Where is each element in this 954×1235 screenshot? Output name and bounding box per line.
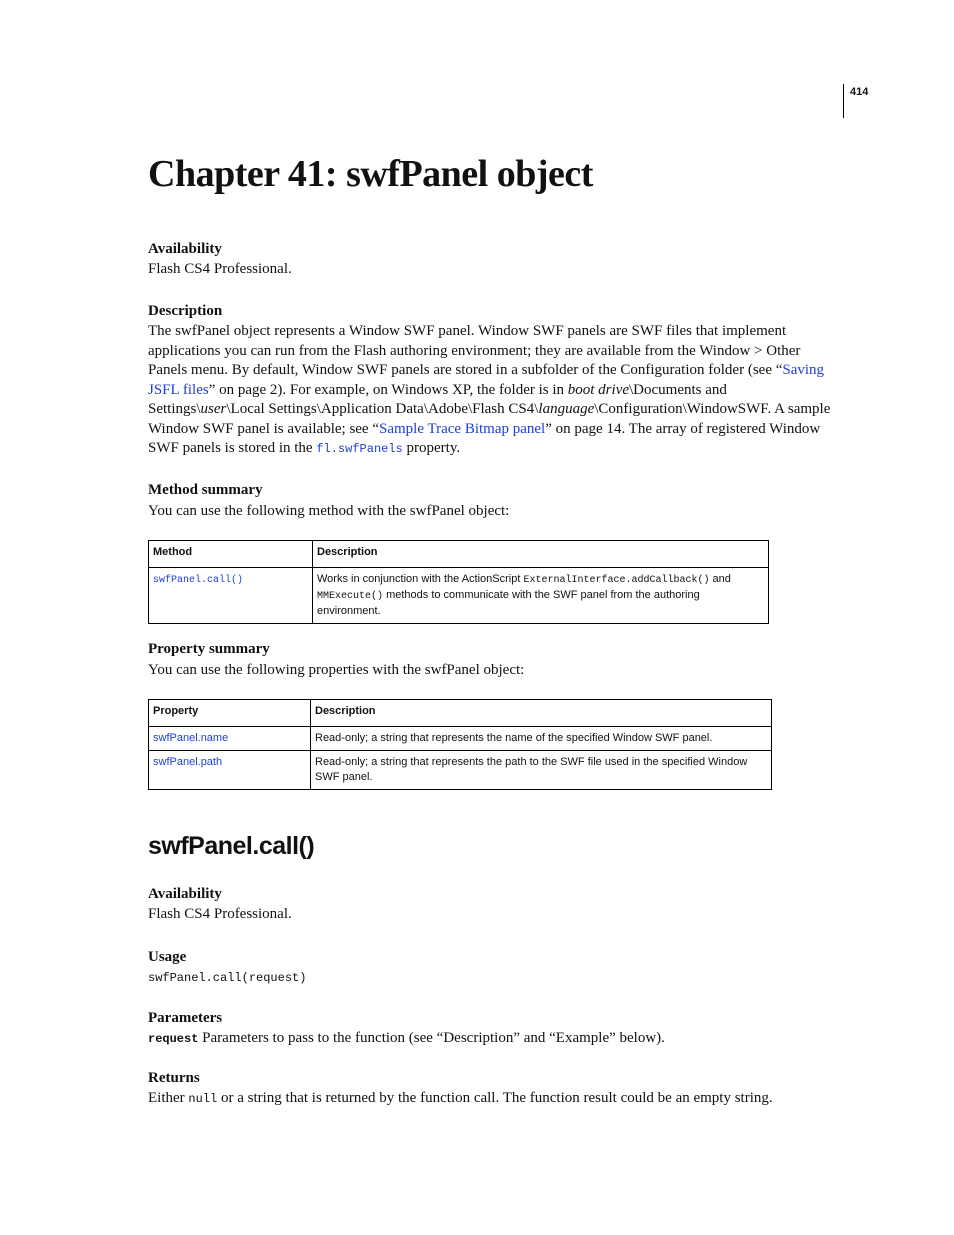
description-heading: Description: [148, 303, 223, 319]
table-row: [149, 727, 772, 751]
column-header-method: Method: [149, 541, 313, 568]
usage-heading: Usage: [148, 949, 187, 965]
fl-swfpanels-link[interactable]: fl.swfPanels: [316, 442, 403, 456]
property-summary-intro: You can use the following properties with the swfPanel object:: [148, 662, 525, 678]
property-summary-section: [148, 641, 524, 681]
swfpanel-name-link[interactable]: swfPanel.name: [153, 732, 229, 744]
sample-trace-bitmap-panel-link[interactable]: Sample Trace Bitmap panel: [379, 420, 546, 437]
returns-text-part: Either: [148, 1090, 189, 1106]
description-italic: user: [200, 401, 227, 417]
returns-heading: Returns: [148, 1070, 200, 1086]
usage-section: [148, 949, 306, 989]
section-title: swfPanel.call(): [148, 832, 315, 860]
call-availability-section: [148, 886, 292, 925]
page-number-rule: [843, 84, 844, 118]
description-text: \Documents and Settings\: [148, 381, 727, 417]
description-text: \Local Settings\Application Data\Adobe\Flash CS4\: [226, 401, 539, 417]
page-number: 414: [850, 86, 869, 98]
description-italic: boot drive: [567, 381, 630, 398]
description-text: ” on page 2). For example, on Windows XP, the folder is in: [208, 381, 568, 398]
method-description-cell: [313, 568, 769, 624]
cell-code: MMExecute(): [317, 591, 384, 602]
property-cell: [149, 751, 311, 790]
table-row: [149, 568, 769, 624]
returns-section: [148, 1070, 848, 1110]
property-cell: [149, 727, 311, 751]
property-summary-heading: Property summary: [148, 641, 270, 657]
swfpanel-call-link[interactable]: swfPanel.call(): [153, 575, 244, 586]
cell-text: Works in conjunction with the ActionScript: [317, 573, 524, 585]
column-header-description: Description: [313, 541, 769, 568]
cell-text: methods to communicate with the SWF panel from the authoring environment.: [317, 589, 700, 617]
swfpanel-path-link[interactable]: swfPanel.path: [153, 756, 223, 768]
cell-text: and: [709, 573, 731, 585]
table-header-row: [149, 700, 772, 727]
description-italic: language: [538, 401, 595, 417]
availability-text: Flash CS4 Professional.: [148, 261, 292, 277]
availability-section: [148, 241, 292, 280]
description-text: \Configuration\WindowSWF. A sample Window SWF panel is available; see “: [148, 401, 831, 437]
returns-text: [148, 1089, 848, 1110]
description-text: The swfPanel object represents a Window SWF panel. Window SWF panels are SWF files that implement applications you can run from the Flash authoring environment; they are available from the Window > Other Panels menu. By default, Window SWF panels are stored in a subfolder of the Configuration folder (see “: [148, 323, 801, 378]
cell-code: ExternalInterface.addCallback(): [523, 575, 710, 586]
property-summary-table: [148, 699, 772, 790]
column-header-property: Property: [149, 700, 311, 727]
method-cell: [149, 568, 313, 624]
method-summary-section: [148, 482, 509, 522]
description-paragraph: [148, 322, 840, 460]
table-row: [149, 751, 772, 790]
call-availability-text: Flash CS4 Professional.: [148, 906, 292, 922]
table-header-row: [149, 541, 769, 568]
returns-code: null: [188, 1092, 218, 1106]
availability-heading: Availability: [148, 241, 222, 257]
column-header-description: Description: [311, 700, 772, 727]
method-summary-table: [148, 540, 769, 624]
property-description-cell: Read-only; a string that represents the name of the specified Window SWF panel.: [311, 727, 772, 751]
saving-jsfl-files-link[interactable]: Saving JSFL files: [148, 362, 825, 398]
parameters-heading: Parameters: [148, 1010, 223, 1026]
chapter-title: Chapter 41: swfPanel object: [148, 153, 593, 195]
parameters-section: [148, 1010, 848, 1050]
description-text: ” on page 14. The array of registered Window SWF panels is stored in the: [148, 420, 821, 456]
parameter-entry: [148, 1029, 848, 1050]
method-summary-intro: You can use the following method with the swfPanel object:: [148, 503, 510, 519]
param-name: request: [148, 1032, 199, 1046]
usage-code: swfPanel.call(request): [148, 971, 307, 985]
description-text: property.: [402, 440, 461, 456]
param-description: Parameters to pass to the function (see “Description” and “Example” below).: [198, 1030, 665, 1046]
returns-text-part: or a string that is returned by the function call. The function result could be an empty string.: [217, 1090, 773, 1106]
method-summary-heading: Method summary: [148, 482, 263, 498]
description-section: [148, 303, 840, 460]
property-description-cell: Read-only; a string that represents the path to the SWF file used in the specified Window SWF panel.: [311, 751, 772, 790]
call-availability-heading: Availability: [148, 886, 222, 902]
